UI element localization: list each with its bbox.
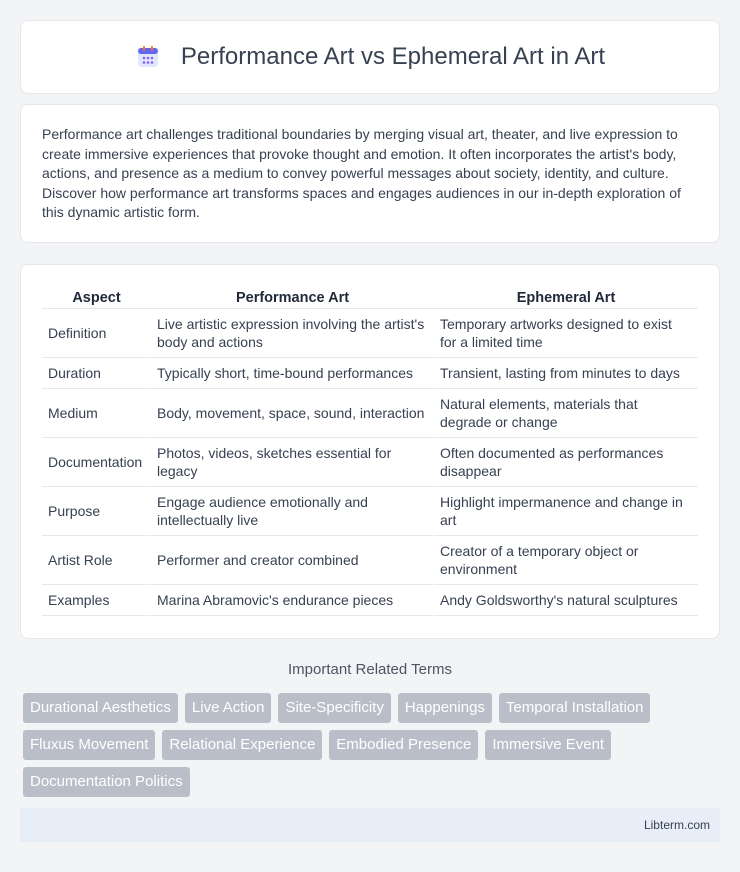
related-term-tag[interactable]: Durational Aesthetics [23, 693, 178, 723]
table-row [42, 389, 698, 438]
table-cell: Temporary artworks designed to exist for a limited time [434, 309, 698, 358]
table-cell: Photos, videos, sketches essential for legacy [151, 438, 434, 487]
related-term-tag[interactable]: Embodied Presence [329, 730, 478, 760]
table-cell: Often documented as performances disappear [434, 438, 698, 487]
table-cell: Marina Abramovic's endurance pieces [151, 585, 434, 616]
table-row [42, 536, 698, 585]
intro-text: Performance art challenges traditional boundaries by merging visual art, theater, and live expression to create immersive experiences that provoke thought and emotion. It often incorporates the artist's body, actions, and presence as a medium to convey powerful messages about society, identity, and culture. Discover how performance art transforms spaces and engages audiences in our in-depth exploration of this dynamic artistic form. [42, 126, 681, 220]
table-row [42, 358, 698, 389]
table-row [42, 487, 698, 536]
table-cell: Live artistic expression involving the artist's body and actions [151, 309, 434, 358]
related-term-tag[interactable]: Fluxus Movement [23, 730, 155, 760]
related-terms-title: Important Related Terms [288, 661, 452, 678]
table-cell: Artist Role [42, 536, 151, 585]
table-row [42, 585, 698, 616]
column-header-performance-art: Performance Art [151, 287, 434, 309]
header-card [20, 20, 720, 94]
footer-site-link[interactable]: Libterm.com [643, 818, 710, 832]
comparison-table-card [20, 264, 720, 639]
related-term-tag[interactable]: Immersive Event [485, 730, 611, 760]
footer [20, 808, 720, 842]
table-cell: Medium [42, 389, 151, 438]
table-cell: Andy Goldsworthy's natural sculptures [434, 585, 698, 616]
related-term-tag[interactable]: Live Action [185, 693, 272, 723]
comparison-table [42, 287, 698, 616]
intro-card [20, 104, 720, 243]
table-cell: Transient, lasting from minutes to days [434, 358, 698, 389]
table-row [42, 438, 698, 487]
table-cell: Duration [42, 358, 151, 389]
related-terms-list [23, 693, 720, 797]
table-cell: Natural elements, materials that degrade or change [434, 389, 698, 438]
table-cell: Examples [42, 585, 151, 616]
related-term-tag[interactable]: Site-Specificity [278, 693, 390, 723]
table-cell: Body, movement, space, sound, interaction [151, 389, 434, 438]
table-cell: Documentation [42, 438, 151, 487]
related-term-tag[interactable]: Documentation Politics [23, 767, 190, 797]
table-cell: Highlight impermanence and change in art [434, 487, 698, 536]
related-term-tag[interactable]: Relational Experience [162, 730, 322, 760]
column-header-ephemeral-art: Ephemeral Art [434, 287, 698, 309]
page-title: Performance Art vs Ephemeral Art in Art [180, 43, 606, 70]
related-term-tag[interactable]: Temporal Installation [499, 693, 651, 723]
related-term-tag[interactable]: Happenings [398, 693, 492, 723]
column-header-aspect: Aspect [42, 287, 151, 309]
table-cell: Performer and creator combined [151, 536, 434, 585]
calendar-icon [135, 44, 161, 70]
table-row [42, 309, 698, 358]
table-cell: Typically short, time-bound performances [151, 358, 434, 389]
table-cell: Engage audience emotionally and intellectually live [151, 487, 434, 536]
table-cell: Creator of a temporary object or environment [434, 536, 698, 585]
table-cell: Purpose [42, 487, 151, 536]
table-cell: Definition [42, 309, 151, 358]
